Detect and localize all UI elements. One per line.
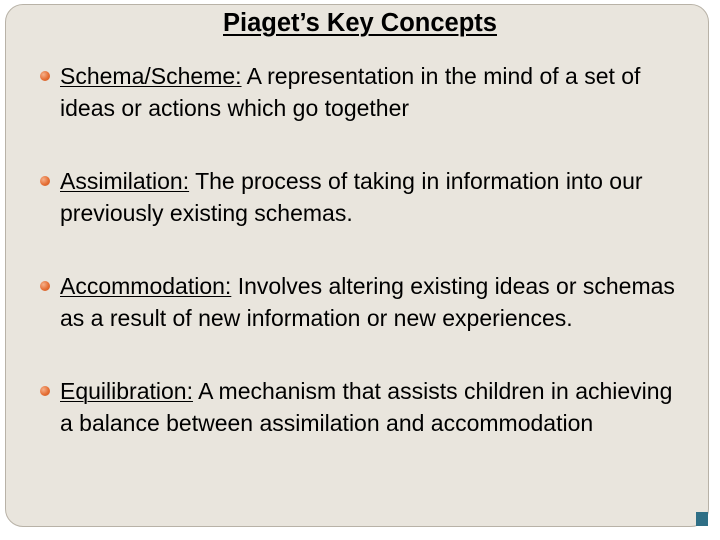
bullet-dot-icon	[40, 176, 50, 186]
bullet-dot-icon	[40, 71, 50, 81]
corner-accent	[696, 512, 708, 526]
term-definition: The process of taking in information into our previously existing schemas.	[60, 168, 643, 226]
term-definition: A representation in the mind of a set of ideas or actions which go together	[60, 63, 641, 121]
term-definition: Involves altering existing ideas or schemas as a result of new information or new experiences.	[60, 273, 675, 331]
bullet-dot-icon	[40, 386, 50, 396]
slide-title: Piaget’s Key Concepts	[223, 9, 497, 37]
list-item-accommodation	[40, 270, 690, 334]
term-label: Accommodation:	[60, 273, 232, 299]
term-label: Equilibration:	[60, 378, 193, 404]
concept-list	[40, 60, 690, 439]
list-item-equilibration	[40, 375, 690, 439]
term-label: Schema/Scheme:	[60, 63, 242, 89]
list-item-assimilation	[40, 165, 690, 229]
term-label: Assimilation:	[60, 168, 190, 194]
term-definition: A mechanism that assists children in achieving a balance between assimilation and accommodation	[60, 378, 673, 436]
list-item-schema	[40, 60, 690, 124]
bullet-dot-icon	[40, 281, 50, 291]
